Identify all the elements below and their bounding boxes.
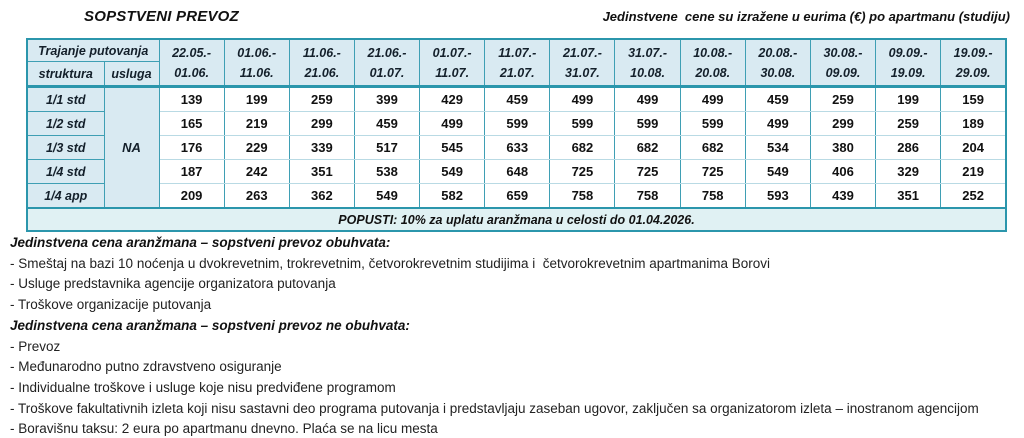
note-item: - Međunarodno putno zdravstveno osiguranje — [10, 359, 282, 375]
price-cell: 286 — [876, 136, 941, 160]
price-row — [27, 160, 1006, 184]
price-cell: 459 — [745, 87, 810, 112]
page-title: SOPSTVENI PREVOZ — [84, 8, 239, 25]
price-cell: 499 — [680, 87, 745, 112]
price-cell: 545 — [420, 136, 485, 160]
price-cell: 219 — [941, 160, 1006, 184]
price-cell: 758 — [550, 184, 615, 209]
price-cell: 439 — [810, 184, 875, 209]
price-row — [27, 87, 1006, 112]
price-cell: 429 — [420, 87, 485, 112]
price-cell: 362 — [289, 184, 354, 209]
period-header: 19.09.- 29.09. — [941, 39, 1006, 87]
price-cell: 199 — [224, 87, 289, 112]
structure-label: 1/3 std — [27, 136, 104, 160]
price-cell: 499 — [745, 112, 810, 136]
price-cell: 517 — [354, 136, 419, 160]
price-cell: 459 — [485, 87, 550, 112]
price-cell: 534 — [745, 136, 810, 160]
struktura-header: struktura — [27, 62, 104, 87]
header-row-1 — [27, 39, 1006, 62]
price-cell: 259 — [810, 87, 875, 112]
price-cell: 549 — [420, 160, 485, 184]
price-cell: 599 — [485, 112, 550, 136]
price-cell: 176 — [159, 136, 224, 160]
price-cell: 682 — [680, 136, 745, 160]
price-cell: 252 — [941, 184, 1006, 209]
price-cell: 242 — [224, 160, 289, 184]
period-header: 11.07.- 21.07. — [485, 39, 550, 87]
structure-label: 1/4 app — [27, 184, 104, 209]
price-cell: 351 — [876, 184, 941, 209]
price-cell: 189 — [941, 112, 1006, 136]
price-cell: 459 — [354, 112, 419, 136]
note-item: - Usluge predstavnika agencije organizatora putovanja — [10, 276, 336, 292]
price-cell: 199 — [876, 87, 941, 112]
price-cell: 499 — [420, 112, 485, 136]
price-cell: 351 — [289, 160, 354, 184]
price-cell: 599 — [550, 112, 615, 136]
period-header: 22.05.- 01.06. — [159, 39, 224, 87]
price-cell: 263 — [224, 184, 289, 209]
period-header: 21.07.- 31.07. — [550, 39, 615, 87]
price-cell: 648 — [485, 160, 550, 184]
price-cell: 139 — [159, 87, 224, 112]
price-row — [27, 112, 1006, 136]
period-header: 10.08.- 20.08. — [680, 39, 745, 87]
price-cell: 219 — [224, 112, 289, 136]
price-cell: 259 — [289, 87, 354, 112]
price-table-head — [27, 39, 1006, 87]
price-cell: 582 — [420, 184, 485, 209]
price-cell: 758 — [680, 184, 745, 209]
price-cell: 259 — [876, 112, 941, 136]
price-table-foot — [27, 208, 1006, 231]
price-cell: 209 — [159, 184, 224, 209]
price-cell: 725 — [550, 160, 615, 184]
price-cell: 538 — [354, 160, 419, 184]
price-table — [26, 38, 1007, 232]
note-item: - Smeštaj na bazi 10 noćenja u dvokrevetnim, trokrevetnim, četvorokrevetnim studijima i četvorokrevetnim apartmanima Borovi — [10, 255, 771, 271]
price-cell: 399 — [354, 87, 419, 112]
period-header: 21.06.- 01.07. — [354, 39, 419, 87]
price-row — [27, 184, 1006, 209]
price-cell: 725 — [680, 160, 745, 184]
discount-note: POPUSTI: 10% za uplatu aranžmana u celosti do 01.04.2026. — [27, 208, 1006, 231]
price-cell: 159 — [941, 87, 1006, 112]
includes-list — [10, 254, 1016, 316]
price-cell: 549 — [354, 184, 419, 209]
price-cell: 299 — [810, 112, 875, 136]
price-cell: 380 — [810, 136, 875, 160]
note-item: - Troškove organizacije putovanja — [10, 297, 212, 313]
price-cell: 593 — [745, 184, 810, 209]
excludes-heading: Jedinstvena cena aranžmana – sopstveni prevoz ne obuhvata: — [10, 317, 410, 333]
price-cell: 725 — [615, 160, 680, 184]
price-cell: 682 — [550, 136, 615, 160]
structure-label: 1/4 std — [27, 160, 104, 184]
period-header: 11.06.- 21.06. — [289, 39, 354, 87]
structure-label: 1/1 std — [27, 87, 104, 112]
period-header: 30.08.- 09.09. — [810, 39, 875, 87]
price-cell: 299 — [289, 112, 354, 136]
note-item: - Troškove fakultativnih izleta koji nisu sastavni deo programa putovanja i predstavljaju zaseban ugovor, zaključen sa organizatorom izleta – inostranom agencijom — [10, 400, 979, 416]
price-cell: 204 — [941, 136, 1006, 160]
price-cell: 406 — [810, 160, 875, 184]
document-header — [0, 8, 1010, 25]
usluga-header: usluga — [104, 62, 159, 87]
includes-heading: Jedinstvena cena aranžmana – sopstveni prevoz obuhvata: — [10, 235, 391, 250]
price-cell: 599 — [680, 112, 745, 136]
price-cell: 499 — [550, 87, 615, 112]
price-cell: 499 — [615, 87, 680, 112]
price-cell: 549 — [745, 160, 810, 184]
price-cell: 633 — [485, 136, 550, 160]
structure-label: 1/2 std — [27, 112, 104, 136]
price-cell: 329 — [876, 160, 941, 184]
period-header: 31.07.- 10.08. — [615, 39, 680, 87]
price-cell: 339 — [289, 136, 354, 160]
period-header: 01.06.- 11.06. — [224, 39, 289, 87]
price-row — [27, 136, 1006, 160]
price-currency-note: Jedinstvene cene su izražene u eurima (€) po apartmanu (studiju) — [602, 9, 1010, 24]
note-item: - Individualne troškove i usluge koje nisu predviđene programom — [10, 379, 396, 395]
excludes-list — [10, 337, 1016, 438]
footer-row — [27, 208, 1006, 231]
note-item: - Prevoz — [10, 338, 61, 354]
price-table-body — [27, 87, 1006, 209]
price-cell: 229 — [224, 136, 289, 160]
note-item: - Boravišnu taksu: 2 eura po apartmanu dnevno. Plaća se na licu mesta — [10, 421, 438, 437]
usluga-value: NA — [104, 87, 159, 209]
notes-section — [10, 233, 1016, 438]
price-cell: 599 — [615, 112, 680, 136]
price-cell: 682 — [615, 136, 680, 160]
period-header: 20.08.- 30.08. — [745, 39, 810, 87]
duration-header: Trajanje putovanja — [27, 39, 159, 62]
price-cell: 659 — [485, 184, 550, 209]
period-header: 09.09.- 19.09. — [876, 39, 941, 87]
price-cell: 165 — [159, 112, 224, 136]
period-header: 01.07.- 11.07. — [420, 39, 485, 87]
price-cell: 758 — [615, 184, 680, 209]
price-cell: 187 — [159, 160, 224, 184]
